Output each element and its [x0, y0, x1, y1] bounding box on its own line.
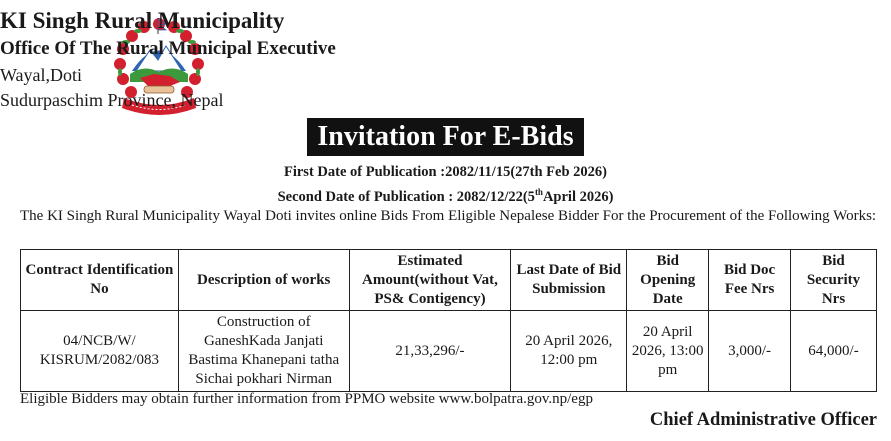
header-opening-date: Bid Opening Date — [627, 250, 709, 311]
cell-last-date: 20 April 2026, 12:00 pm — [511, 311, 627, 392]
header-contract-id: Contract Identification No — [21, 250, 179, 311]
cell-doc-fee: 3,000/- — [709, 311, 791, 392]
bid-table — [20, 249, 877, 392]
table-row — [21, 311, 877, 392]
municipality-title: KI Singh Rural Municipality — [0, 8, 285, 33]
intro-paragraph: The KI Singh Rural Municipality Wayal Doti invites online Bids From Eligible Nepalese Bidder For the Procurement of the Following Works: — [20, 208, 877, 224]
office-name: Office Of The Rural Municipal Executive — [0, 38, 336, 59]
office-location: Wayal,Doti — [0, 65, 83, 85]
signoff-title: Chief Administrative Officer — [649, 410, 877, 430]
notice-banner-wrap — [0, 118, 891, 156]
second-pub-prefix: Second Date of Publication : 2082/12/22(5 — [277, 188, 535, 205]
second-pub-superscript: th — [534, 187, 543, 197]
header-description: Description of works — [178, 250, 349, 311]
cell-contract-id: 04/NCB/W/ KISRUM/2082/083 — [21, 311, 179, 392]
header-amount: Estimated Amount(without Vat, PS& Contigency) — [349, 250, 511, 311]
first-publication-date: First Date of Publication :2082/11/15(27th Feb 2026) — [283, 164, 607, 180]
cell-opening-date: 20 April 2026, 13:00 pm — [627, 311, 709, 392]
header-security: Bid Security Nrs — [791, 250, 877, 311]
second-publication-date — [0, 183, 891, 206]
table-header-row — [21, 250, 877, 311]
cell-security: 64,000/- — [791, 311, 877, 392]
cell-description: Construction of GaneshKada Janjati Bastima Khanepani tatha Sichai pokhari Nirman — [178, 311, 349, 392]
header-doc-fee: Bid Doc Fee Nrs — [709, 250, 791, 311]
header-last-date: Last Date of Bid Submission — [511, 250, 627, 311]
second-pub-suffix: April 2026) — [542, 188, 614, 205]
footer-note: Eligible Bidders may obtain further information from PPMO website www.bolpatra.gov.np/egp — [20, 391, 593, 407]
province-name: Sudurpaschim Province, Nepal — [0, 90, 224, 110]
cell-amount: 21,33,296/- — [349, 311, 511, 392]
notice-heading: Invitation For E-Bids — [307, 118, 583, 156]
